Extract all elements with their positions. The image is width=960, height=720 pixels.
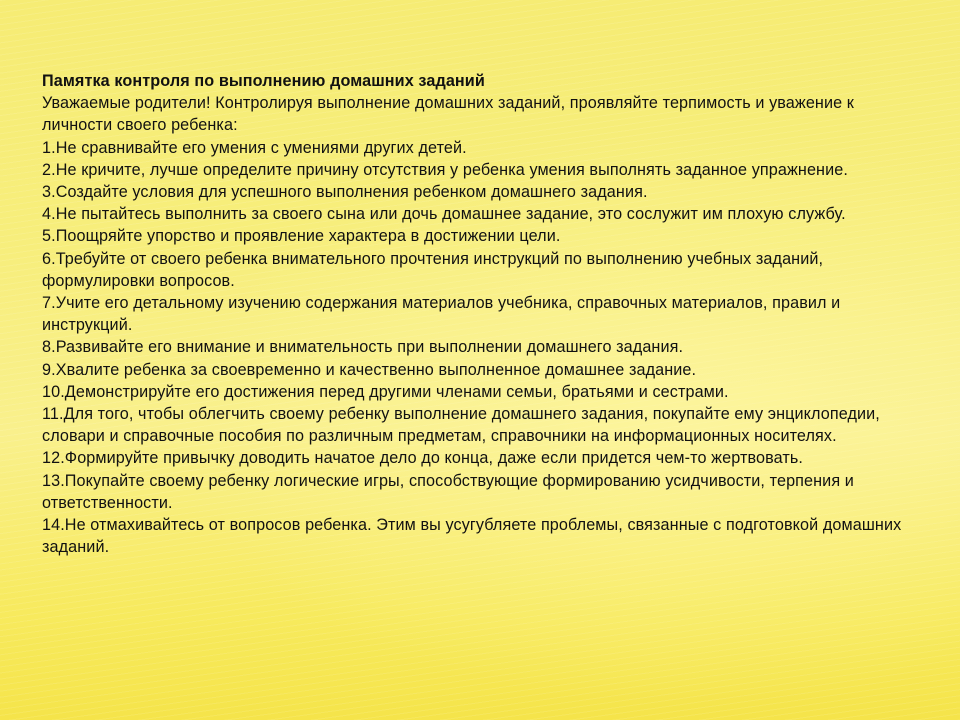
memo-item-8: 8.Развивайте его внимание и внимательность при выполнении домашнего задания. — [42, 338, 684, 357]
memo-item-2: 2.Не кричите, лучше определите причину отсутствия у ребенка умения выполнять заданное упражнение. — [42, 160, 848, 179]
memo-item-10: 10.Демонстрируйте его достижения перед другими членами семьи, братьями и сестрами. — [42, 382, 729, 401]
memo-item-11: 11.Для того, чтобы облегчить своему ребенку выполнение домашнего задания, покупайте ему энциклопедии, словари и справочные пособия по различным предметам, справочники на информационных носителях. — [42, 405, 880, 446]
memo-item-14: 14.Не отмахивайтесь от вопросов ребенка. Этим вы усугубляете проблемы, связанные с подготовкой домашних заданий. — [42, 516, 902, 557]
memo-title: Памятка контроля по выполнению домашних заданий — [42, 72, 485, 90]
memo-item-13: 13.Покупайте своему ребенку логические игры, способствующие формированию усидчивости, терпения и ответственности. — [42, 471, 854, 512]
memo-item-4: 4.Не пытайтесь выполнить за своего сына или дочь домашнее задание, это сослужит им плохую службу. — [42, 205, 846, 224]
memo-item-6: 6.Требуйте от своего ребенка внимательного прочтения инструкций по выполнению учебных заданий, формулировки вопросов. — [42, 249, 824, 290]
memo-text-block — [42, 70, 902, 558]
memo-intro: Уважаемые родители! Контролируя выполнение домашних заданий, проявляйте терпимость и уважение к личности своего ребенка: — [42, 94, 854, 135]
memo-item-3: 3.Создайте условия для успешного выполнения ребенком домашнего задания. — [42, 183, 648, 202]
memo-item-12: 12.Формируйте привычку доводить начатое дело до конца, даже если придется чем-то жертвовать. — [42, 449, 803, 468]
memo-item-9: 9.Хвалите ребенка за своевременно и качественно выполненное домашнее задание. — [42, 360, 697, 379]
memo-list — [42, 137, 902, 559]
memo-item-1: 1.Не сравнивайте его умения с умениями других детей. — [42, 138, 467, 157]
memo-item-5: 5.Поощряйте упорство и проявление характера в достижении цели. — [42, 227, 561, 246]
memo-item-7: 7.Учите его детальному изучению содержания материалов учебника, справочных материалов, правил и инструкций. — [42, 294, 841, 335]
